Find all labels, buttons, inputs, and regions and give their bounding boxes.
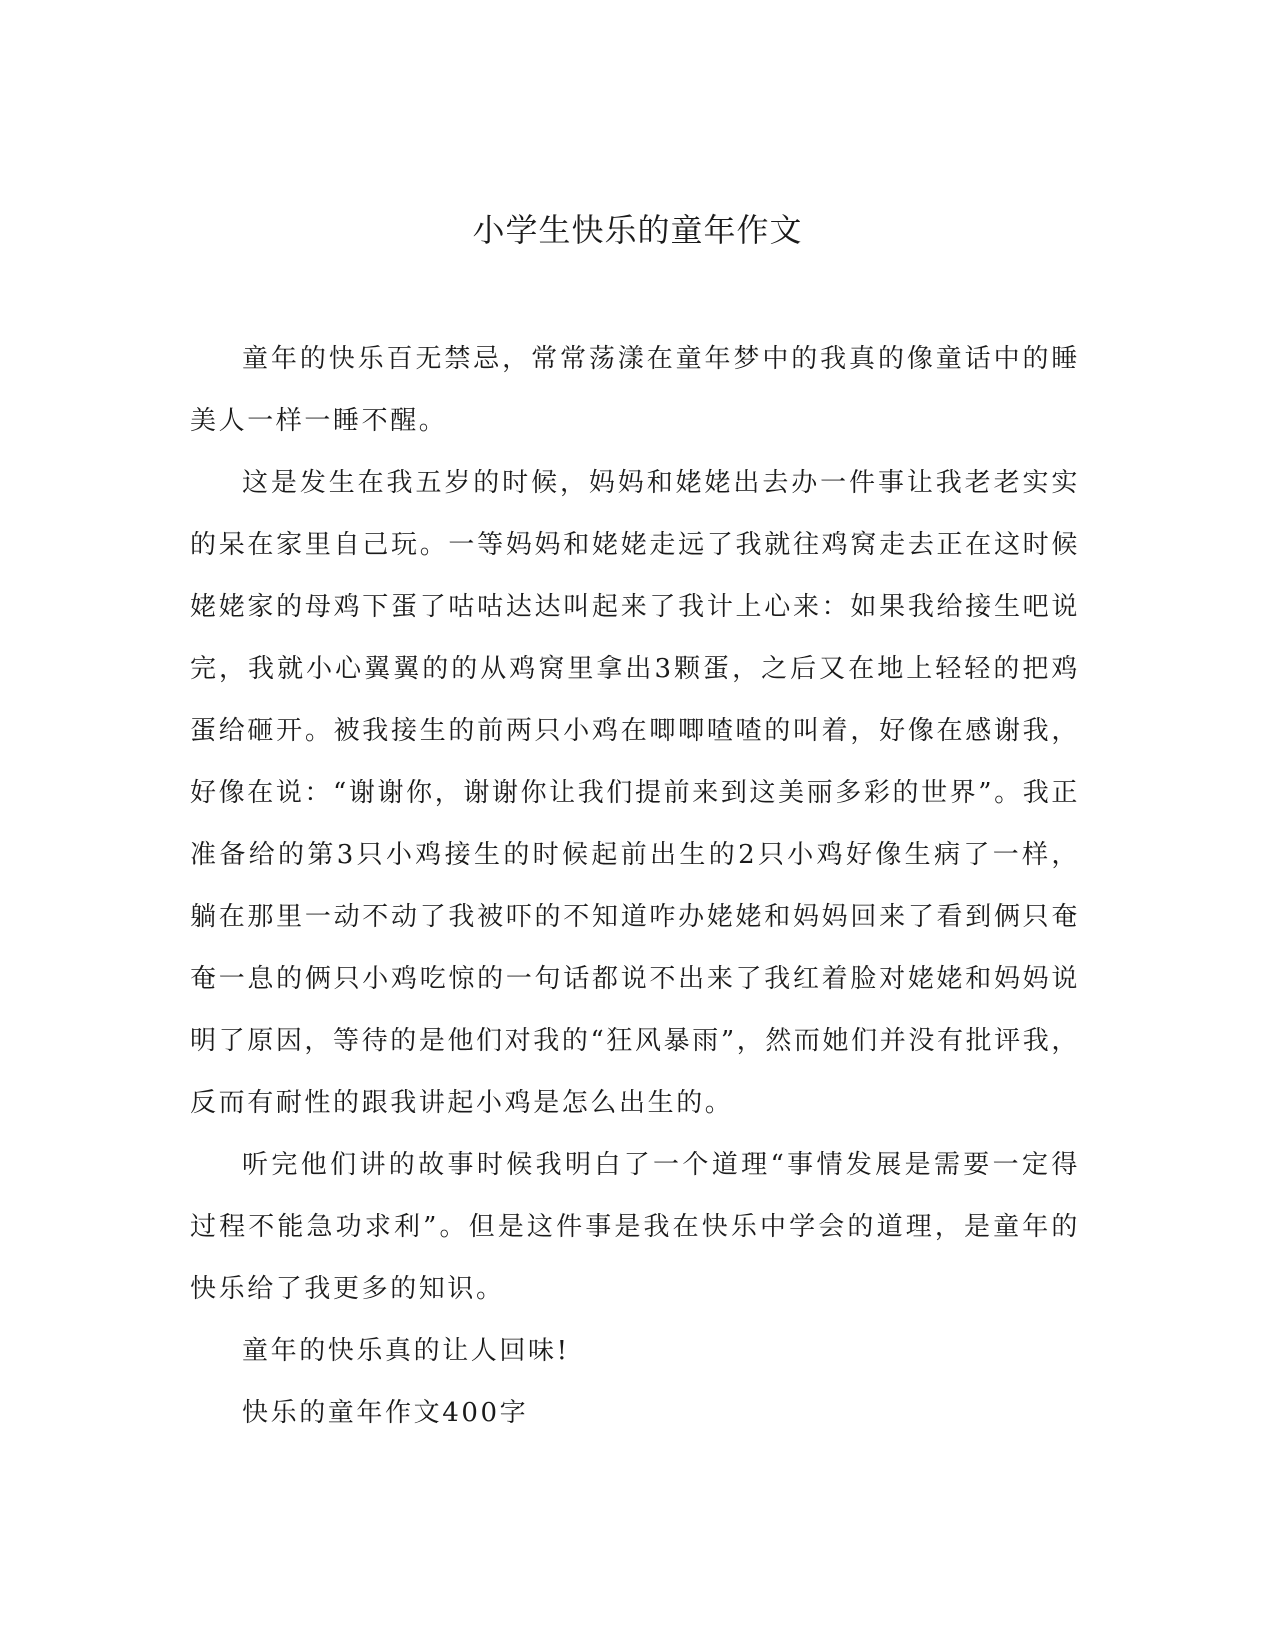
document-title: 小学生快乐的童年作文	[472, 211, 803, 249]
paragraph-story: 这是发生在我五岁的时候，妈妈和姥姥出去办一件事让我老老实实的呆在家里自己玩。一等妈妈和姥姥走远了我就往鸡窝走去正在这时候姥姥家的母鸡下蛋了咕咕达达叫起来了我计上心来：如果我给接生吧说完，我就小心翼翼的的从鸡窝里拿出3颗蛋，之后又在地上轻轻的把鸡蛋给砸开。被我接生的前两只小鸡在唧唧喳喳的叫着，好像在感谢我，好像在说：“谢谢你，谢谢你让我们提前来到这美丽多彩的世界”。我正准备给的第3只小鸡接生的时候起前出生的2只小鸡好像生病了一样，躺在那里一动不动了我被吓的不知道咋办姥姥和妈妈回来了看到俩只奄奄一息的俩只小鸡吃惊的一句话都说不出来了我红着脸对姥姥和妈妈说明了原因，等待的是他们对我的“狂风暴雨”，然而她们并没有批评我，反而有耐性的跟我讲起小鸡是怎么出生的。	[190, 468, 1080, 1118]
paragraph-closing: 童年的快乐真的让人回味!	[242, 1336, 570, 1366]
paragraph-intro: 童年的快乐百无禁忌，常常荡漾在童年梦中的我真的像童话中的睡美人一样一睡不醒。	[190, 344, 1080, 436]
paragraph-next-heading: 快乐的童年作文400字	[242, 1398, 529, 1428]
document-body	[190, 328, 1080, 1444]
paragraph-lesson: 听完他们讲的故事时候我明白了一个道理“事情发展是需要一定得过程不能急功求利”。但是这件事是我在快乐中学会的道理，是童年的快乐给了我更多的知识。	[190, 1150, 1080, 1304]
